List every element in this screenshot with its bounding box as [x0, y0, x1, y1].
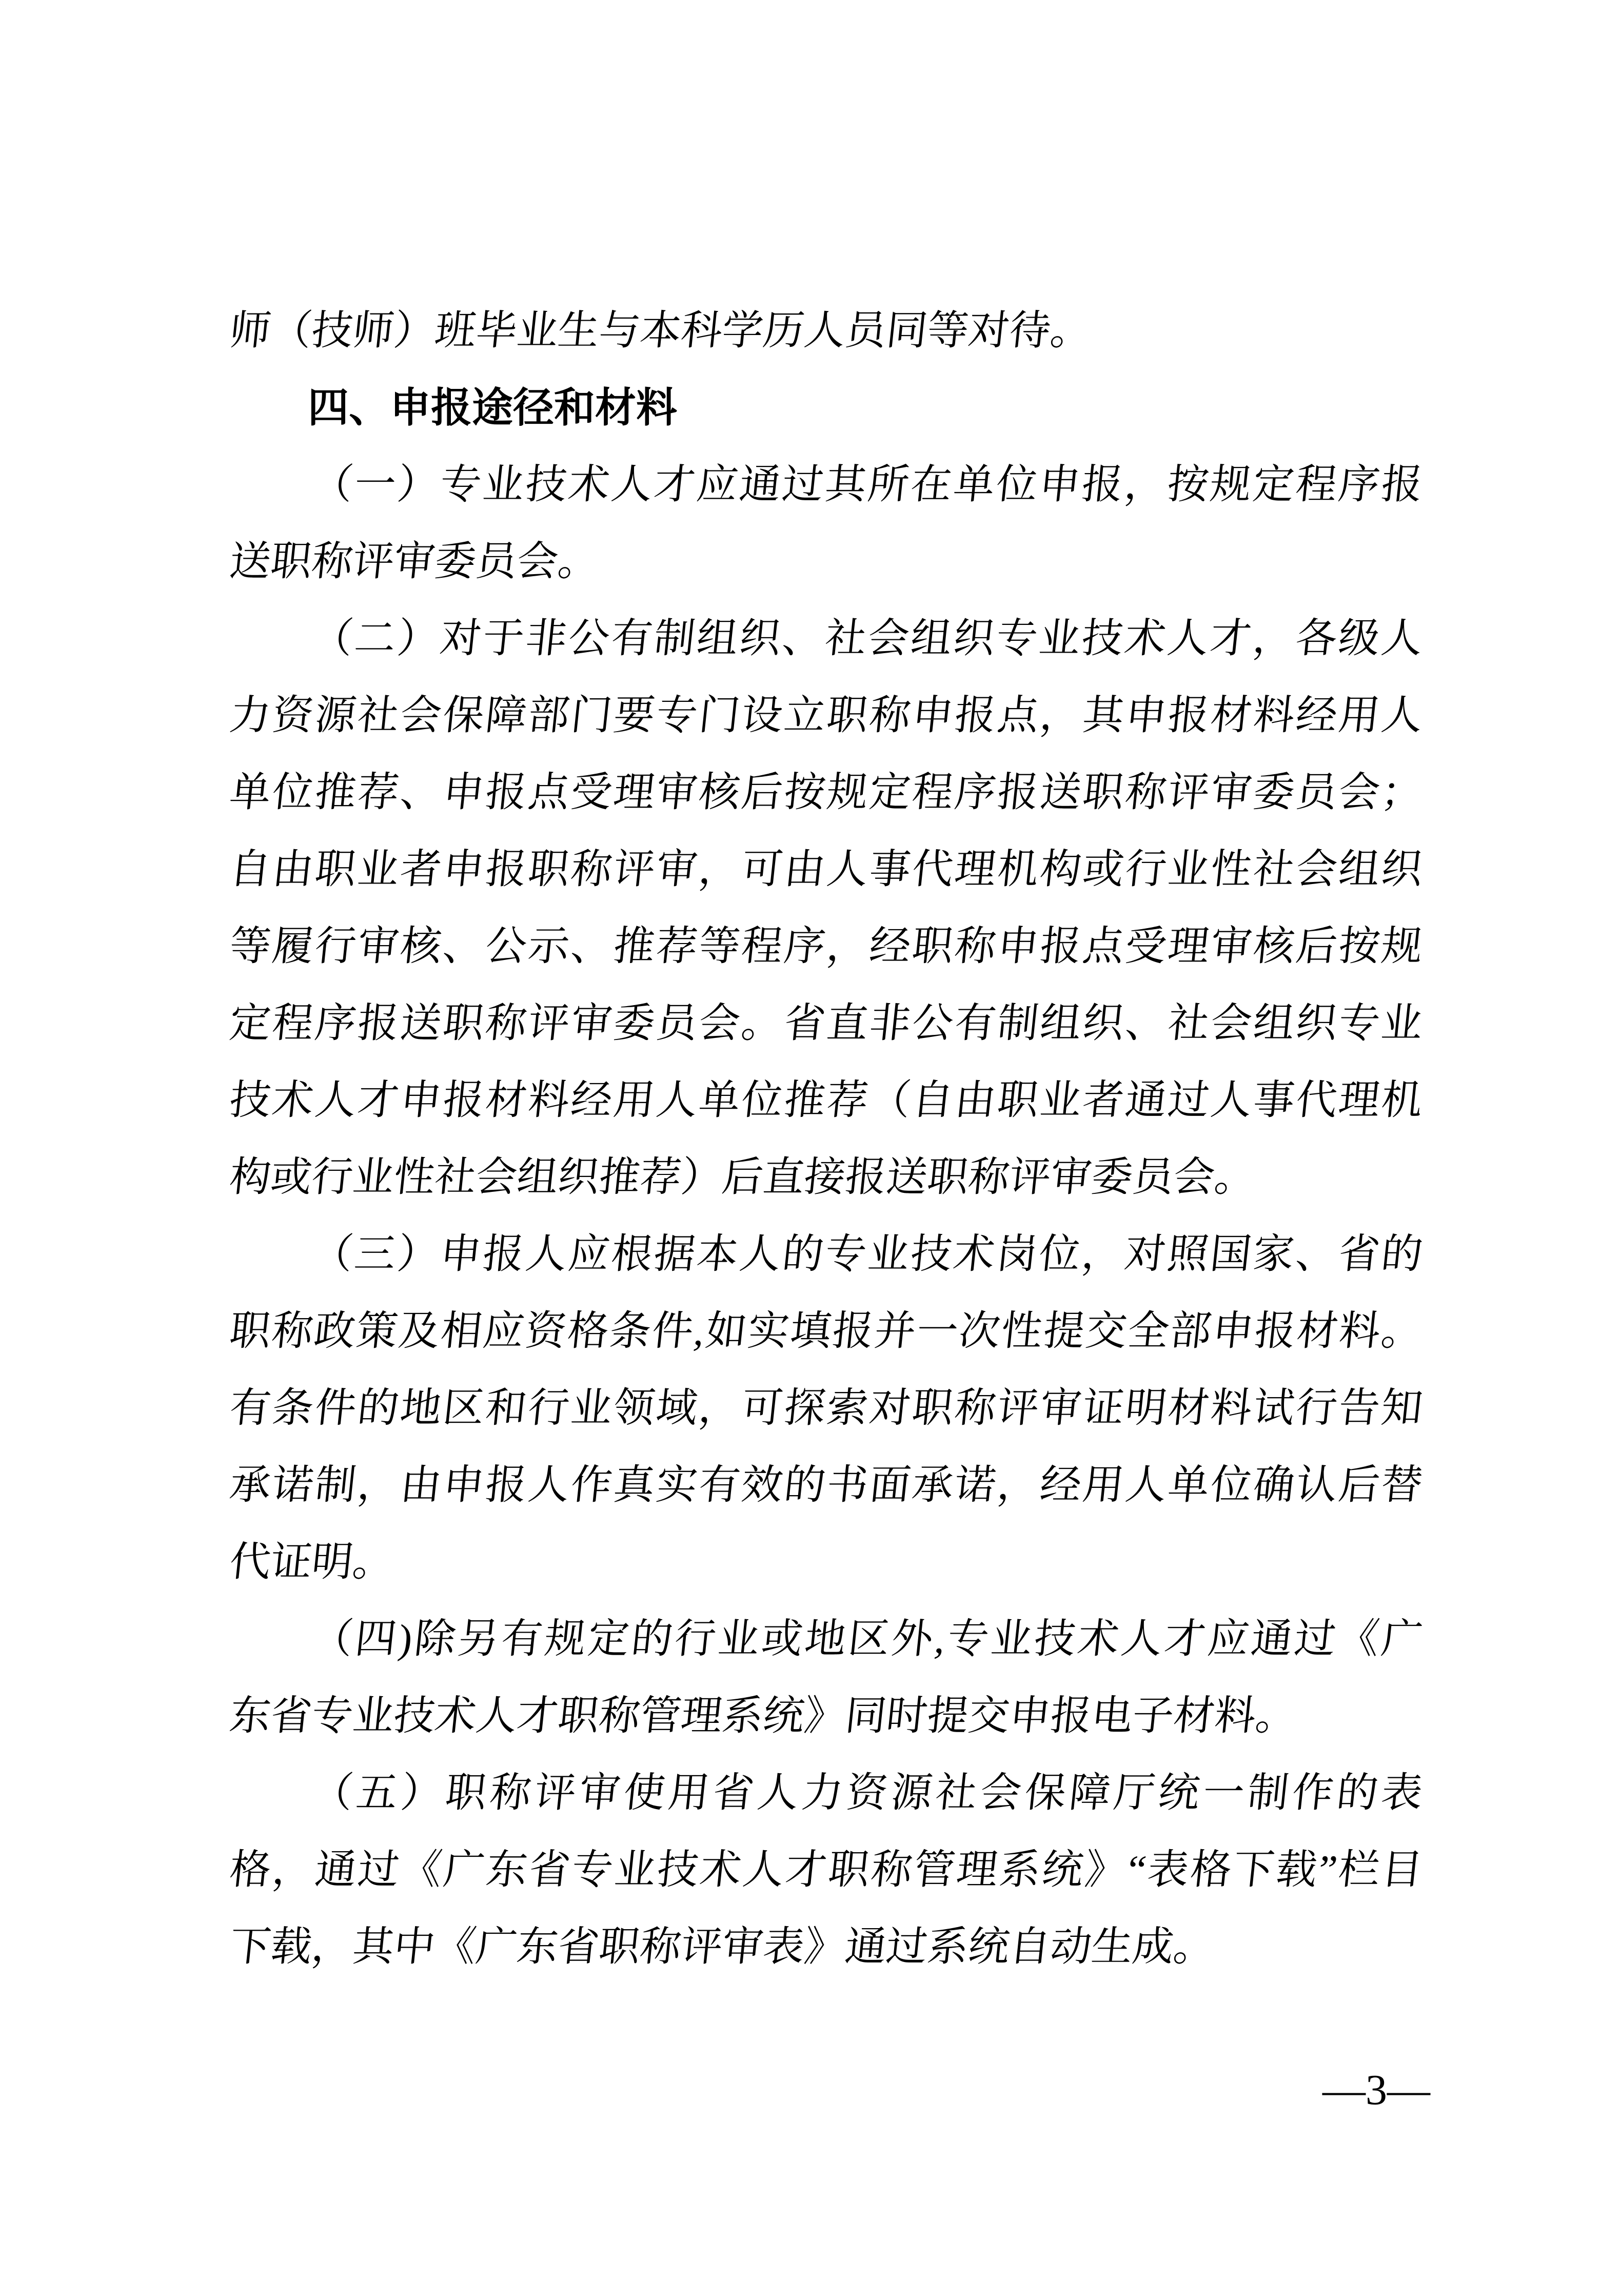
text-line: 代证明。 [227, 1540, 397, 1585]
text-line: （三）申报人应根据本人的专业技术岗位，对照国家、省的 [309, 1232, 1425, 1277]
text-line: （四)除另有规定的行业或地区外,专业技术人才应通过《广 [309, 1617, 1425, 1662]
text-line: 技术人才申报材料经用人单位推荐（自由职业者通过人事代理机 [227, 1078, 1425, 1123]
document-body [226, 292, 1425, 1986]
text-line: 下载，其中《广东省职称评审表》通过系统自动生成。 [227, 1925, 1217, 1970]
text-line: 格，通过《广东省专业技术人才职称管理系统》“表格下载”栏目 [227, 1848, 1425, 1893]
text-line: 东省专业技术人才职称管理系统》同时提交申报电子材料。 [227, 1694, 1299, 1739]
page-number: —3— [1322, 2066, 1430, 2114]
section-heading: 四、申报途径和材料 [308, 385, 677, 430]
text-line: 等履行审核、公示、推荐等程序，经职称申报点受理审核后按规 [227, 924, 1425, 969]
text-line: 定程序报送职称评审委员会。省直非公有制组织、社会组织专业 [227, 1001, 1425, 1046]
text-line: 送职称评审委员会。 [227, 539, 602, 584]
text-line: 力资源社会保障部门要专门设立职称申报点，其申报材料经用人 [227, 693, 1425, 738]
text-line: 职称政策及相应资格条件,如实填报并一次性提交全部申报材料。 [227, 1309, 1425, 1354]
text-line: 有条件的地区和行业领域，可探索对职称评审证明材料试行告知 [227, 1386, 1425, 1431]
text-line: （一）专业技术人才应通过其所在单位申报，按规定程序报 [309, 462, 1425, 507]
text-line: 承诺制，由申报人作真实有效的书面承诺，经用人单位确认后替 [227, 1463, 1425, 1508]
text-line: 单位推荐、申报点受理审核后按规定程序报送职称评审委员会； [227, 770, 1425, 815]
text-line: （五）职称评审使用省人力资源社会保障厅统一制作的表 [309, 1771, 1425, 1816]
text-line: 构或行业性社会组织推荐）后直接报送职称评审委员会。 [227, 1155, 1258, 1200]
text-line: 自由职业者申报职称评审，可由人事代理机构或行业性社会组织 [227, 847, 1425, 892]
text-line: 师（技师）班毕业生与本科学历人员同等对待。 [227, 308, 1094, 354]
text-line: （二）对于非公有制组织、社会组织专业技术人才，各级人 [309, 616, 1425, 661]
